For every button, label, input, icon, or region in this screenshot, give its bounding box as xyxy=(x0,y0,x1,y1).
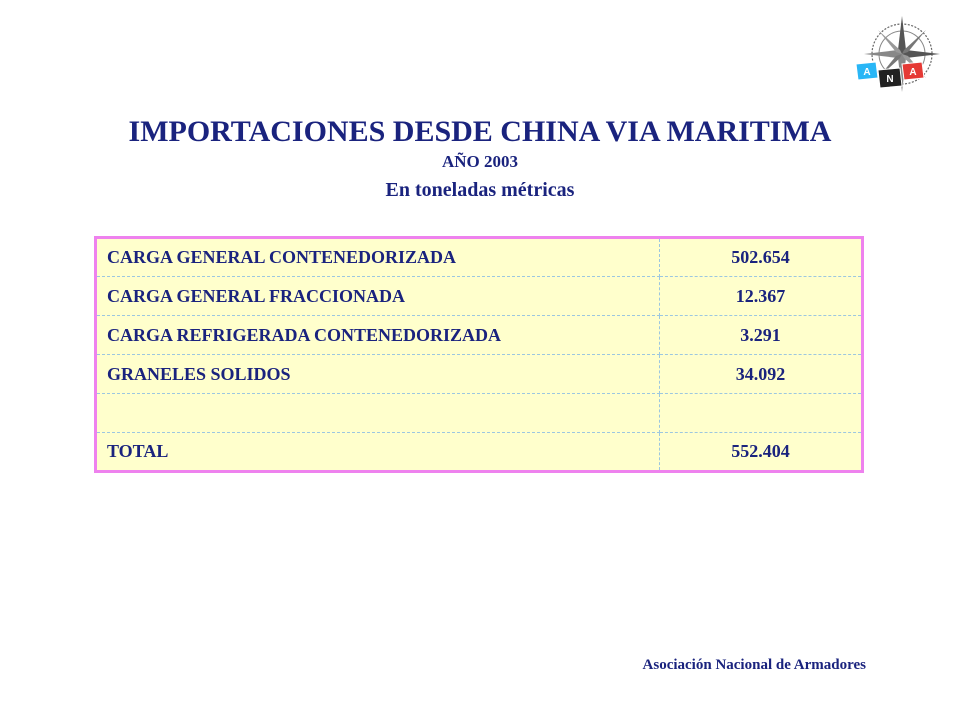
imports-table xyxy=(94,236,864,473)
table-row xyxy=(96,355,863,394)
table-row-empty xyxy=(96,394,863,433)
table-row xyxy=(96,316,863,355)
row-value: 3.291 xyxy=(660,316,863,355)
table-row xyxy=(96,238,863,277)
row-label xyxy=(96,394,660,433)
row-label: CARGA GENERAL CONTENEDORIZADA xyxy=(96,238,660,277)
row-value: 502.654 xyxy=(660,238,863,277)
svg-text:A: A xyxy=(909,67,917,78)
ana-compass-logo xyxy=(848,12,944,100)
total-value: 552.404 xyxy=(731,441,790,461)
page-title: IMPORTACIONES DESDE CHINA VIA MARITIMA xyxy=(128,115,832,148)
row-value: 12.367 xyxy=(660,277,863,316)
table-row xyxy=(96,277,863,316)
units-subtitle: En toneladas métricas xyxy=(385,179,575,201)
table-row-total xyxy=(96,433,863,472)
footer-organization: Asociación Nacional de Armadores xyxy=(642,657,866,673)
row-value: 34.092 xyxy=(660,355,863,394)
total-label: TOTAL xyxy=(96,433,660,472)
row-label: CARGA GENERAL FRACCIONADA xyxy=(96,277,660,316)
year-subtitle: AÑO 2003 xyxy=(441,152,519,171)
svg-text:A: A xyxy=(863,67,871,78)
svg-text:N: N xyxy=(886,74,894,85)
compass-rose-icon xyxy=(864,16,940,92)
row-label: GRANELES SOLIDOS xyxy=(96,355,660,394)
row-value xyxy=(660,394,863,433)
row-label: CARGA REFRIGERADA CONTENEDORIZADA xyxy=(96,316,660,355)
